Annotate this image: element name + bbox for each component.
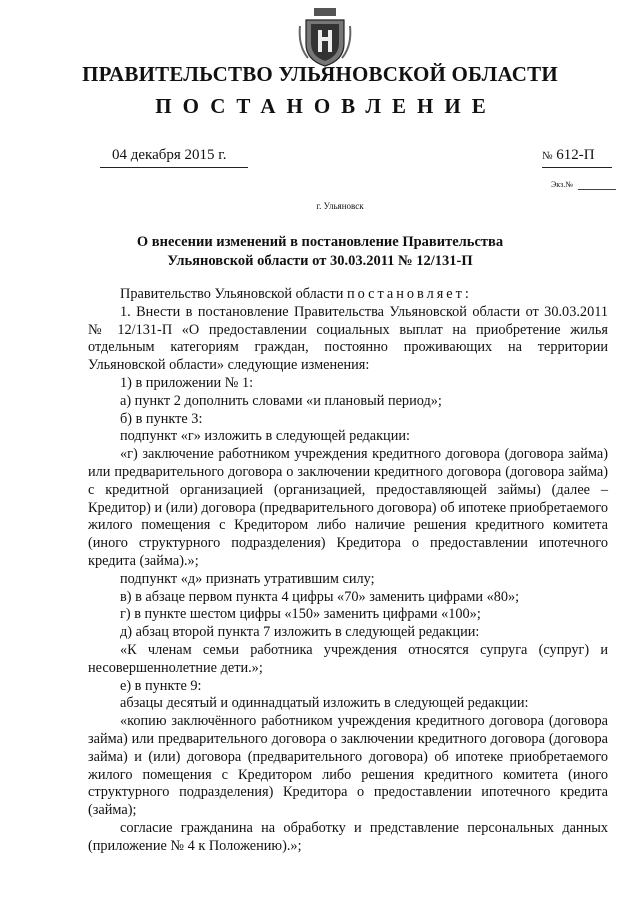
intro-decree-word: постановляет:: [346, 286, 472, 302]
paragraph: е) в пункте 9:: [120, 677, 202, 694]
paragraph: г) в пункте шестом цифры «150» заменить цифрами «100»;: [120, 606, 481, 623]
paragraph: 1) в приложении № 1:: [120, 374, 254, 391]
number-underline: [542, 167, 612, 168]
city: г. Ульяновск: [316, 201, 364, 211]
paragraph: подпункт «д» признать утратившим силу;: [120, 570, 375, 587]
date-underline: [100, 167, 248, 168]
paragraph: согласие гражданина на обработку и представление персональных данных (приложение № 4 к Положению).»;: [88, 819, 608, 854]
document-title: [0, 233, 640, 271]
document-number: [542, 147, 595, 164]
document-body: [88, 286, 608, 856]
intro-text: Правительство Ульяновской области: [120, 286, 344, 302]
document-type: ПОСТАНОВЛЕНИЕ: [155, 94, 497, 118]
paragraph: «копию заключённого работником учреждения кредитного договора (договора займа) или предварительного договора о заключении кредитного договора (договора займа) и (или) договора (предварительного договора) об ипотеке приобретаемого жилого помещения с Кредитором либо решения кредитного комитета (иного структурного подразделения) Кредитора о предоставлении ипотечного кредита (займа);: [88, 713, 608, 819]
title-line-2: Ульяновской области от 30.03.2011 № 12/131-П: [167, 253, 473, 269]
title-line-1: О внесении изменений в постановление Правительства: [136, 234, 504, 250]
paragraph: «К членам семьи работника учреждения относятся супруга (супруг) и несовершеннолетние дети.»;: [88, 641, 608, 676]
paragraph: «г) заключение работником учреждения кредитного договора (договора займа) или предварительного договора о заключении кредитного договора (договора займа) с кредитной организацией (организацией, предоставляющей займы) (далее – Кредитор) и (или) договора (предварительного договора) об ипотеке приобретаемого жилого помещения с Кредитором либо наличие решения кредитного комитета (иного структурного подразделения) Кредитора о предоставлении ипотечного кредита (займа).»;: [88, 446, 608, 569]
number-value: 612-П: [556, 147, 595, 163]
paragraph: б) в пункте 3:: [120, 410, 203, 427]
paragraph: подпункт «г» изложить в следующей редакции:: [120, 428, 410, 445]
intro-paragraph: [88, 286, 608, 304]
paragraph: 1. Внести в постановление Правительства Ульяновской области от 30.03.2011 № 12/131-П «О предоставлении социальных выплат на приобретение жилья отдельным категориям граждан, постоянно проживающих на территории Ульяновской области» следующие изменения:: [88, 303, 608, 374]
coat-of-arms-icon: [298, 6, 352, 68]
paragraph: а) пункт 2 дополнить словами «и плановый период»;: [120, 392, 442, 409]
paragraph: абзацы десятый и одиннадцатый изложить в следующей редакции:: [120, 695, 529, 712]
paragraph: в) в абзаце первом пункта 4 цифры «70» заменить цифрами «80»;: [120, 588, 520, 605]
copy-label: Экз.№: [551, 180, 573, 189]
paragraph: д) абзац второй пункта 7 изложить в следующей редакции:: [120, 624, 480, 641]
government-name: ПРАВИТЕЛЬСТВО УЛЬЯНОВСКОЙ ОБЛАСТИ: [82, 62, 558, 86]
document-date: 04 декабря 2015 г.: [112, 147, 227, 163]
copy-underline: [578, 189, 616, 190]
number-prefix: №: [542, 150, 553, 162]
